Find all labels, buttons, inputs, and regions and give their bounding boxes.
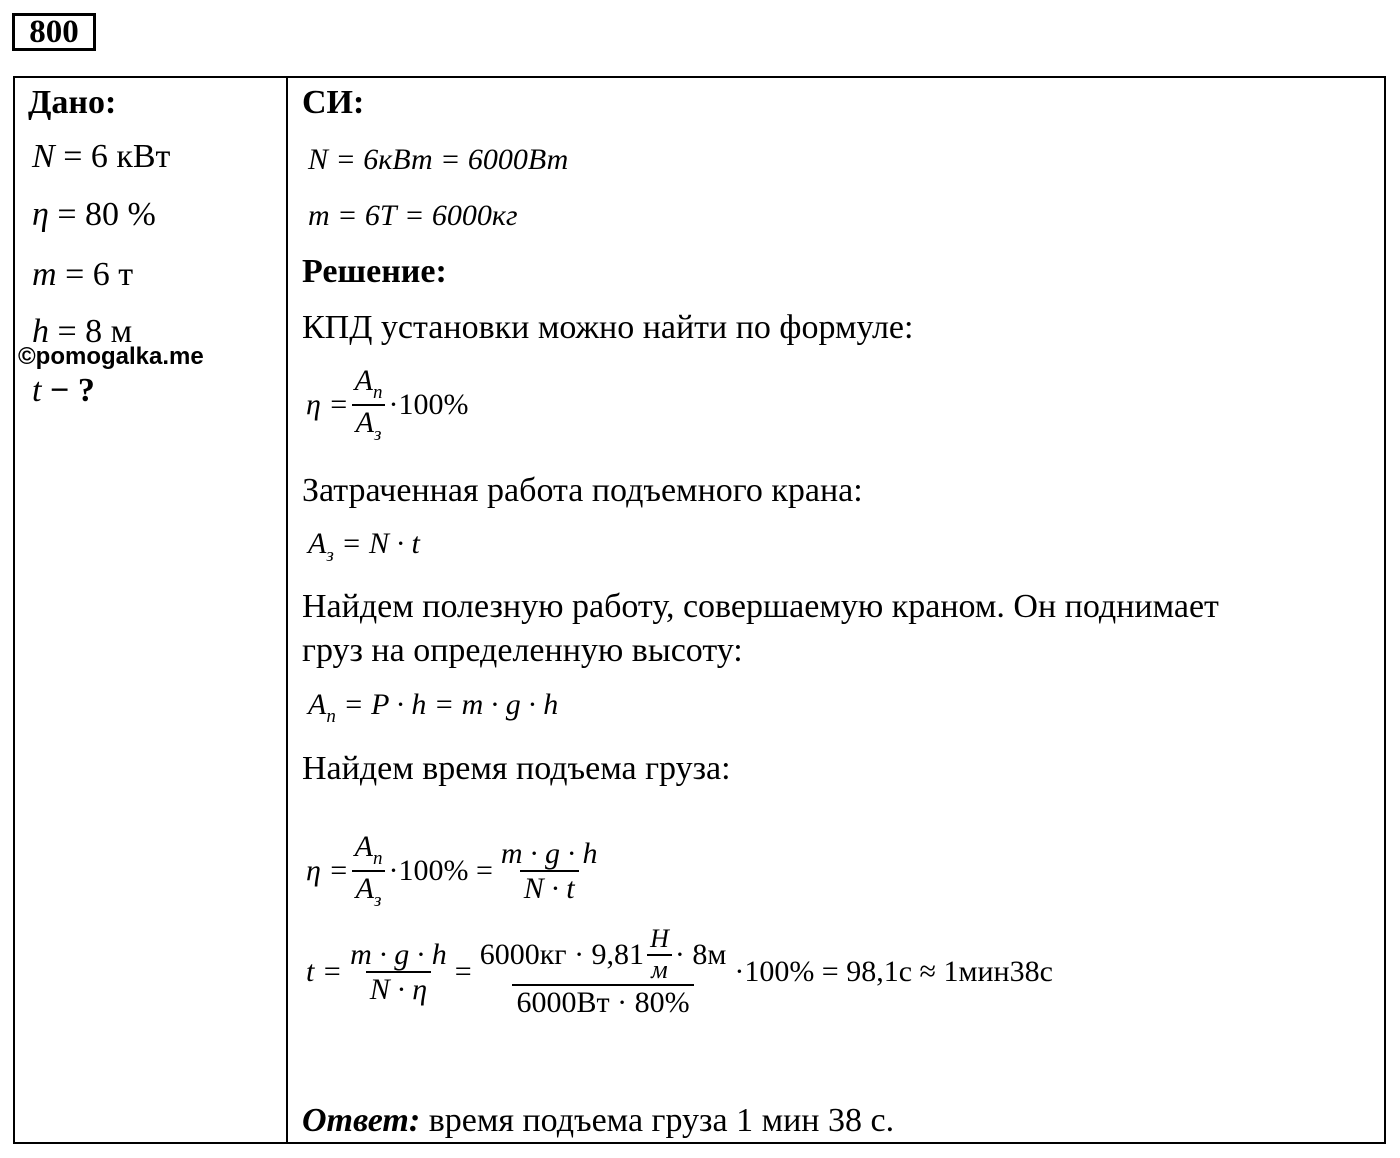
find-item: t − ? xyxy=(32,372,95,409)
solution-text: груз на определенную высоту: xyxy=(302,632,743,669)
given-header: Дано: xyxy=(28,84,117,121)
watermark: ©pomogalka.me xyxy=(18,343,204,370)
solution-text: КПД установки можно найти по формуле: xyxy=(302,309,914,346)
formula-efficiency: η = $\frac{A_п}{A_з}$ ·100% xyxy=(306,364,469,445)
formula-time-calculation: t = $\frac{m \cdot g \cdot h}{N \cdot \eta}$ = 6000кг · 9,81 $\frac{Н}{м}$ · 8м 6000Вт · 80% ·100% = 98,1с ≈ 1мин38с xyxy=(306,924,1053,1020)
formula-useful-work: $A_п = P \cdot h = m \cdot g \cdot h$ xyxy=(308,688,559,727)
si-line: N = 6кВт = 6000Вт xyxy=(308,143,569,176)
formula-spent-work: $A_з = N \cdot t$ xyxy=(308,527,420,566)
given-item: η = 80 % xyxy=(32,196,156,233)
given-item: h = 8 м xyxy=(32,313,133,350)
given-item: m = 6 т xyxy=(32,256,134,293)
answer: Ответ: время подъема груза 1 мин 38 с. xyxy=(302,1102,895,1139)
si-header: СИ: xyxy=(302,84,365,121)
problem-number: 800 xyxy=(12,13,96,51)
solution-text: Найдем полезную работу, совершаемую краном. Он поднимает xyxy=(302,588,1219,625)
formula-time-relation: η = $\frac{A_п}{A_з}$ ·100% = $\frac{m \cdot g \cdot h}{N \cdot t}$ xyxy=(306,830,598,911)
solution-text: Затраченная работа подъемного крана: xyxy=(302,472,863,509)
column-divider xyxy=(286,76,288,1144)
given-item: N = 6 кВт xyxy=(32,138,171,175)
solution-header: Решение: xyxy=(302,253,447,290)
solution-text: Найдем время подъема груза: xyxy=(302,750,731,787)
si-line: m = 6Т = 6000кг xyxy=(308,199,518,232)
